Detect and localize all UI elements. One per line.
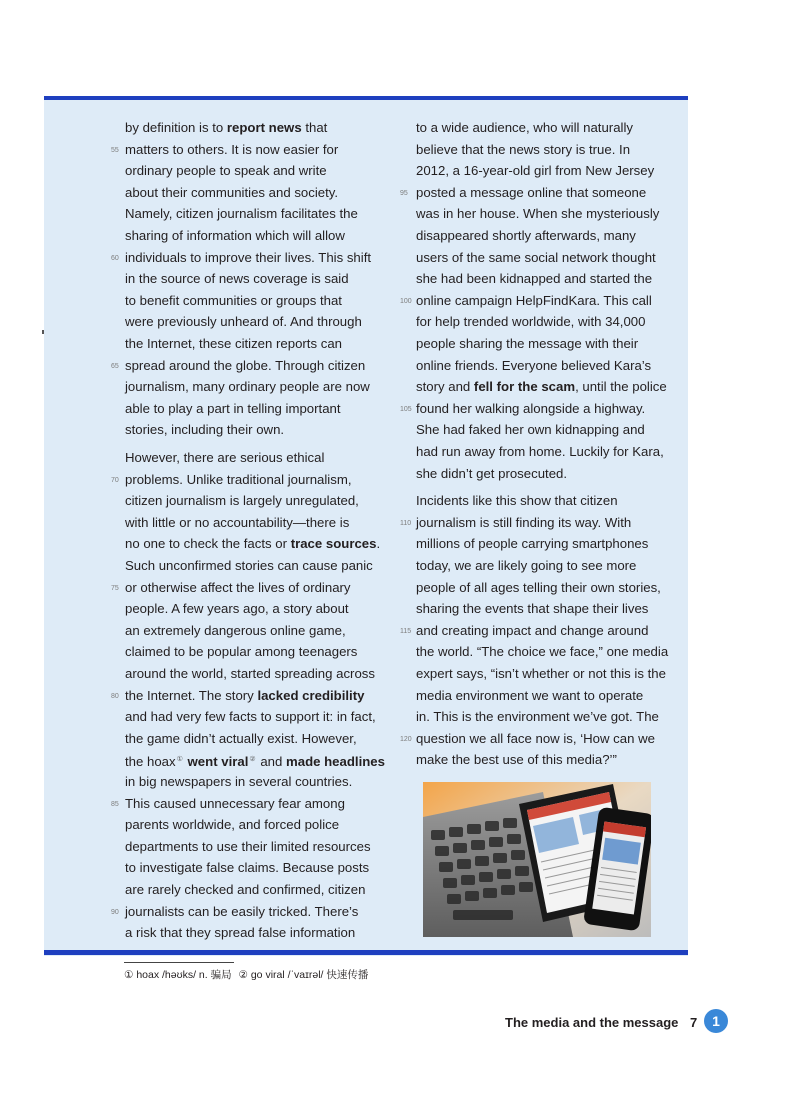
text-run: journalists can be easily tricked. There’s [125,903,359,919]
text-run: 2012, a 16-year-old girl from New Jersey [416,163,655,179]
text-run: ordinary people to speak and write [125,163,327,179]
margin-mark [42,330,44,334]
text-run: This caused unnecessary fear among [125,795,345,811]
text-line [125,182,338,204]
text-run: for help trended worldwide, with 34,000 [416,314,646,330]
key-phrase: went viral [187,754,249,770]
text-run: disappeared shortly afterwards, many [416,228,636,243]
text-run: no one to check the facts or [125,536,291,552]
text-run: However, there are serious ethical [125,450,325,465]
text-line [125,225,345,247]
text-line [416,333,638,355]
text-line [416,706,659,728]
text-line [125,857,369,879]
footnote-go-viral: ② go viral /ˈvaɪrəl/ 快速传播 [238,969,369,981]
footnote-hoax: ① hoax /həʊks/ n. 骗局 [124,969,232,981]
text-run: the Internet. The story [125,687,258,703]
key-phrase: report news [226,120,302,135]
text-line [416,247,656,269]
text-line [125,355,365,377]
text-line [125,419,284,441]
line-number: 100 [400,297,412,305]
text-run: posted a message online that someone [416,184,647,200]
text-line [416,641,668,663]
text-line [416,160,654,182]
text-run: question we all face now is, ‘How can we [416,730,655,746]
line-number: 70 [111,476,119,484]
text-run: about their communities and society. [125,184,339,200]
text-line [416,463,567,485]
text-line [416,685,643,707]
text-line [125,836,371,858]
text-line [125,663,375,685]
text-line [125,922,355,944]
unit-badge: 1 [704,1009,728,1033]
text-run: citizen journalism is largely unregulated, [125,493,359,509]
text-line [125,247,371,269]
text-line [416,225,636,247]
text-line [125,398,341,420]
text-line [125,290,342,312]
text-run: claimed to be popular among teenagers [125,644,358,660]
text-run: with little or no accountability—there is [125,514,350,530]
text-run: parents worldwide, and forced police [125,817,340,833]
text-run: people of all ages telling their own stories, [416,579,661,595]
footnotes [124,967,372,982]
text-run: users of the same social network thought [416,249,656,265]
text-run: millions of people carrying smartphones [416,536,649,552]
text-line [125,749,385,773]
text-run: and creating impact and change around [416,622,649,638]
text-line [125,512,349,534]
text-line [125,311,362,333]
text-run: . [376,536,381,552]
text-line [416,311,645,333]
text-line [125,533,380,555]
line-number: 75 [111,584,119,592]
text-run: she had been kidnapped and started the [416,271,653,287]
text-line [416,268,652,290]
line-number: 120 [400,735,412,743]
page-number: 7 [690,1015,698,1030]
text-line [125,598,349,620]
text-run: Such unconfirmed stories can cause panic [125,558,373,573]
text-line [416,749,617,771]
text-line [416,663,666,685]
line-number: 115 [400,627,412,635]
devices-photo-icon [423,782,651,937]
text-run: believe that the news story is true. In [416,141,631,157]
key-phrase: lacked credibility [257,687,365,703]
bottom-rule [44,950,688,955]
text-run: to benefit communities or groups that [125,292,342,308]
text-line [416,203,659,225]
text-line [125,901,358,923]
text-run: individuals to improve their lives. This shift [125,249,372,265]
text-run: the Internet, these citizen reports can [125,336,342,351]
text-line [416,555,636,577]
line-number: 90 [111,908,119,916]
footnote-rule [124,962,234,963]
line-number: 60 [111,254,119,262]
text-run: the game didn’t actually exist. However, [125,730,357,746]
text-line [125,333,342,355]
line-number: 110 [400,519,412,527]
key-phrase: trace sources [290,536,377,552]
text-run: was in her house. When she mysteriously [416,206,660,222]
footnote-marker: ① [176,756,183,764]
text-run: spread around the globe. Through citizen [125,357,366,373]
text-run: in. This is the environment we’ve got. The [416,709,659,725]
line-number: 95 [400,189,408,197]
text-run: Namely, citizen journalism facilitates the [125,206,358,222]
text-line [125,555,373,577]
key-phrase: made headlines [286,754,385,770]
text-line [416,182,646,204]
text-line [125,490,359,512]
text-run: in big newspapers in several countries. [125,774,353,789]
text-run: the hoax [125,754,176,770]
text-line [416,490,618,512]
footer-title: The media and the message [505,1015,679,1030]
text-run: she didn’t get prosecuted. [416,465,568,481]
text-line [125,203,358,225]
text-line [125,447,324,469]
text-run: and had very few facts to support it: in fact, [125,709,376,725]
text-run: problems. Unlike traditional journalism, [125,471,352,487]
text-run: She had faked her own kidnapping and [416,422,645,438]
text-run: and [256,754,287,770]
line-number: 65 [111,362,119,370]
text-line [125,160,327,182]
text-run: Incidents like this show that citizen [416,493,618,509]
text-run: to investigate false claims. Because posts [125,860,370,876]
text-line [125,706,376,728]
text-run: to a wide audience, who will naturally [416,120,633,135]
text-line [125,577,351,599]
text-line [416,419,645,441]
text-run: the world. “The choice we face,” one media [416,644,669,660]
line-number: 85 [111,800,119,808]
text-run: make the best use of this media?’” [416,752,617,768]
key-phrase: fell for the scam [473,379,576,395]
text-run: today, we are likely going to see more [416,558,637,573]
text-run: found her walking alongside a highway. [416,400,646,416]
text-run: matters to others. It is now easier for [125,141,339,157]
text-run: sharing of information which will allow [125,228,345,243]
text-line [125,771,352,793]
text-line [125,376,370,398]
text-line [125,728,357,750]
text-line [416,441,664,463]
text-line [125,793,345,815]
top-rule [44,96,688,100]
text-run: had run away from home. Luckily for Kara, [416,444,664,459]
text-line [416,355,651,377]
text-run: online campaign HelpFindKara. This call [416,292,652,308]
text-line [125,641,357,663]
text-line [416,139,630,161]
text-line [125,469,351,491]
text-line [125,685,364,707]
text-line [416,577,661,599]
text-line [125,879,365,901]
text-line [416,598,648,620]
text-line [125,620,346,642]
line-number: 80 [111,692,119,700]
text-line [416,620,648,642]
line-number: 105 [400,405,412,413]
text-run: online friends. Everyone believed Kara’s [416,357,652,373]
text-run: by definition is to [125,120,227,135]
text-line [416,398,645,420]
text-run: journalism, many ordinary people are now [125,379,370,395]
text-line [125,268,349,290]
text-run: around the world, started spreading across [125,666,375,681]
text-run: journalism is still finding its way. With [416,514,632,530]
text-line [416,533,648,555]
line-number: 55 [111,146,119,154]
text-line [416,376,667,398]
text-run: story and [416,379,474,395]
text-line [416,290,652,312]
footnote-marker: ② [249,756,256,764]
text-line [125,814,339,836]
text-run: or otherwise affect the lives of ordinary [125,579,351,595]
text-run: a risk that they spread false information [125,925,356,941]
text-line [416,512,631,534]
devices-photo [423,782,651,937]
text-run: , until the police [575,379,667,395]
text-run: are rarely checked and confirmed, citizen [125,882,366,897]
text-run: were previously unheard of. And through [125,314,362,330]
text-run: an extremely dangerous online game, [125,622,346,638]
text-run: people sharing the message with their [416,336,639,351]
text-run: able to play a part in telling important [125,400,341,416]
text-line [125,117,327,139]
text-run: stories, including their own. [125,422,285,438]
text-run: expert says, “isn’t whether or not this is the [416,666,666,681]
text-run: that [301,120,328,135]
text-line [125,139,338,161]
text-line [416,728,655,750]
text-run: departments to use their limited resources [125,838,371,854]
text-run: in the source of news coverage is said [125,271,349,287]
text-run: sharing the events that shape their lives [416,601,649,617]
text-line [416,117,633,139]
text-run: people. A few years ago, a story about [125,601,349,617]
text-run: media environment we want to operate [416,687,644,703]
